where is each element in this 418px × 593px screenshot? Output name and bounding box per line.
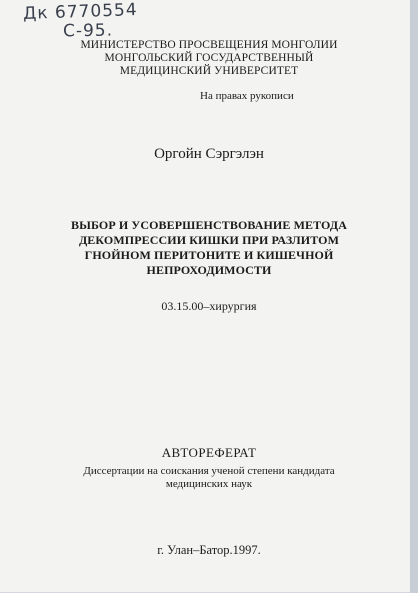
specialty-code: 03.15.00–хирургия	[161, 299, 257, 313]
degree-statement	[0, 465, 418, 491]
handwritten-catalog-code: С-95.	[62, 20, 114, 42]
degree-line: Диссертации на соискания ученой степени кандидата	[83, 465, 335, 477]
handwritten-catalog-number: Дк 6770554	[22, 0, 138, 24]
title-line: ГНОЙНОМ ПЕРИТОНИТЕ И КИШЕЧНОЙ	[84, 248, 334, 262]
ministry-header	[0, 39, 418, 78]
rights-note: На правах рукописи	[200, 90, 294, 102]
ministry-line: МИНИСТЕРСТВО ПРОСВЕЩЕНИЯ МОНГОЛИИ	[80, 39, 338, 51]
document-type: АВТОРЕФЕРАТ	[161, 445, 257, 460]
degree-line: медицинских наук	[165, 478, 253, 490]
dissertation-title	[0, 218, 418, 278]
ministry-line: МОНГОЛЬСКИЙ ГОСУДАРСТВЕННЫЙ	[104, 52, 314, 64]
title-line: ДЕКОМПРЕССИИ КИШКИ ПРИ РАЗЛИТОМ	[78, 233, 340, 247]
author-name: Оргойн Сэргэлэн	[154, 146, 264, 162]
ministry-line: МЕДИЦИНСКИЙ УНИВЕРСИТЕТ	[119, 65, 299, 77]
place-and-year: г. Улан–Батор.1997.	[157, 543, 261, 557]
title-line: ВЫБОР И УСОВЕРШЕНСТВОВАНИЕ МЕТОДА	[70, 218, 348, 232]
title-line: НЕПРОХОДИМОСТИ	[146, 263, 272, 277]
page-edge	[412, 0, 418, 593]
